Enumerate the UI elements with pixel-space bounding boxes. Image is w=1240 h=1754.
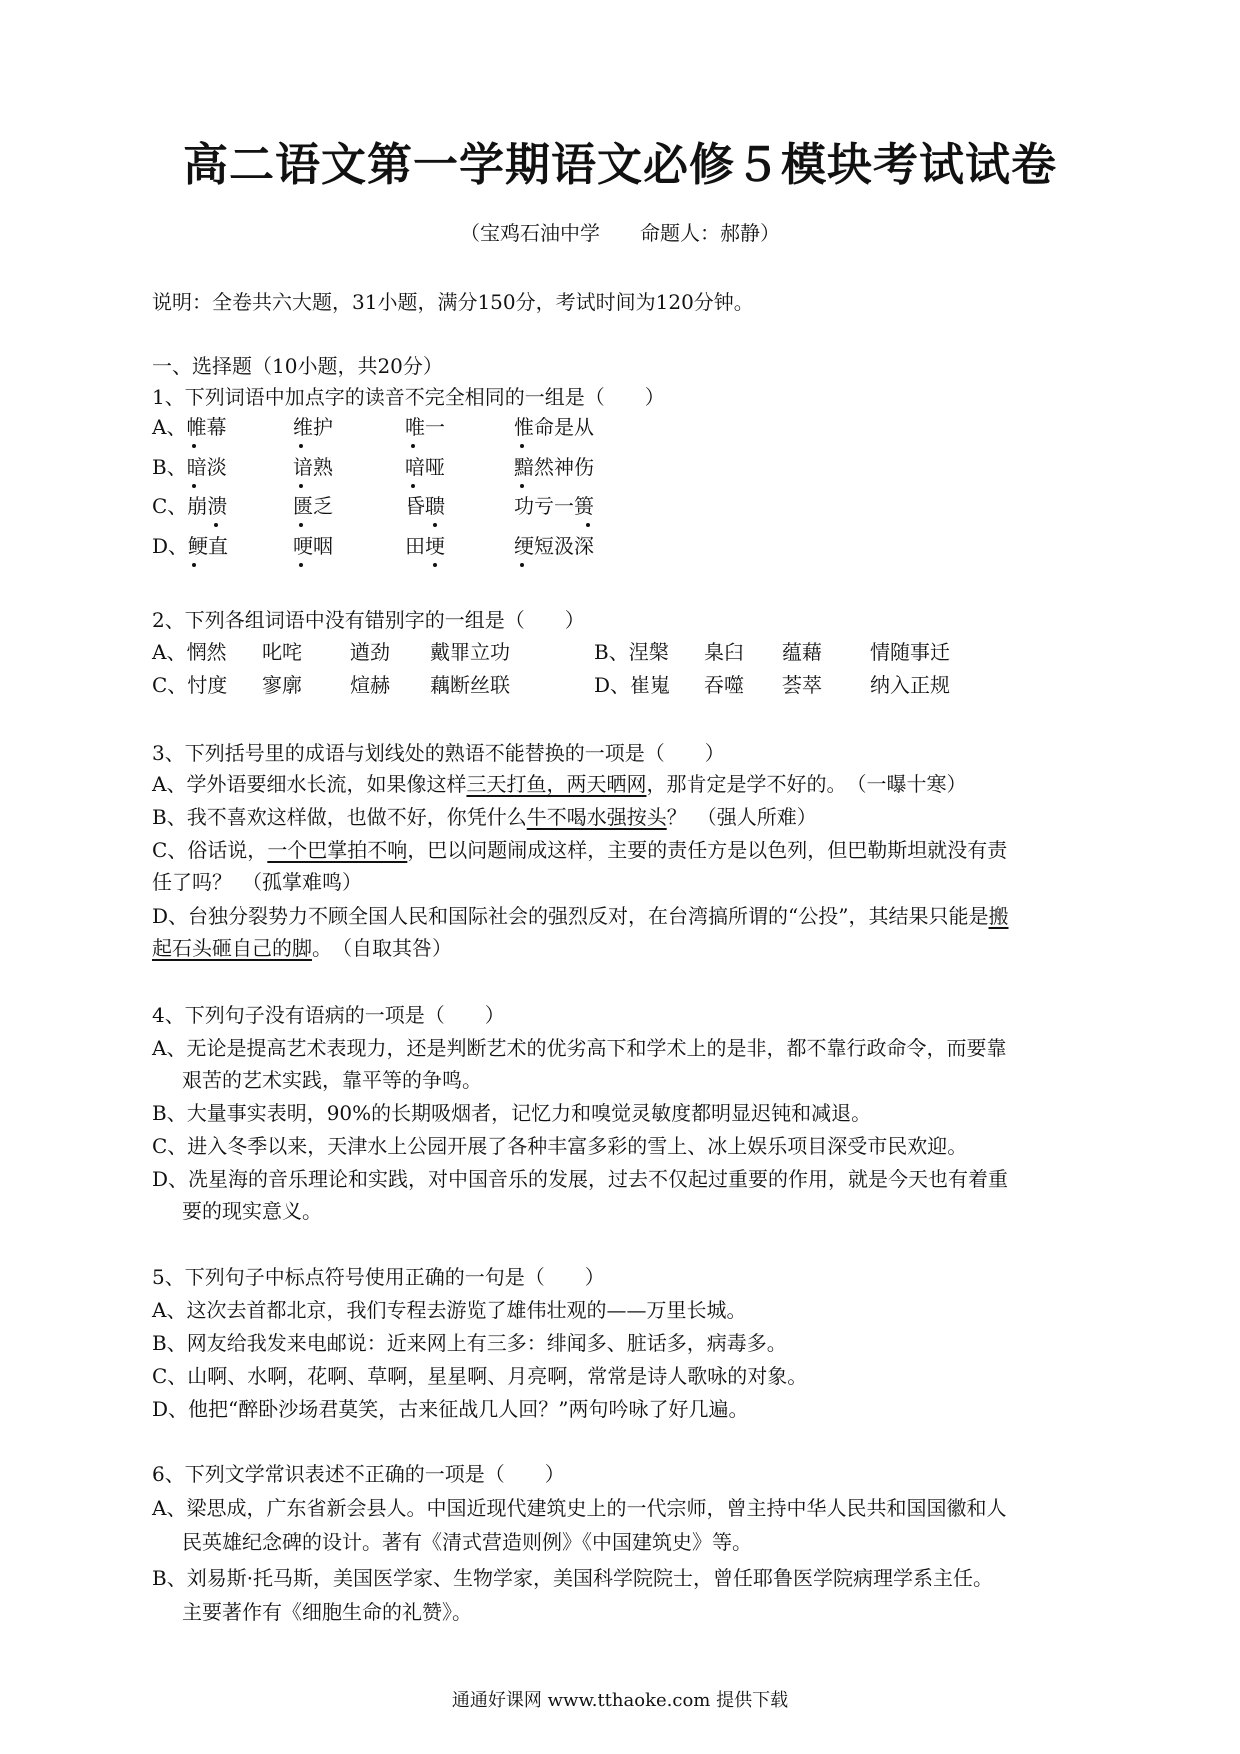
- q5-stem: 5、下列句子中标点符号使用正确的一句是（ ）: [152, 1265, 605, 1289]
- emphasis-dot-icon: [586, 523, 590, 527]
- instructions: 说明：全卷共六大题，31小题，满分150分，考试时间为120分钟。: [152, 290, 754, 314]
- emphasis-dot-icon: [411, 484, 415, 488]
- q2-option-cell: 遒劲: [350, 640, 390, 664]
- q2-option-cell: A、惘然: [152, 640, 227, 664]
- q3-b-text-end: ？ （强人所难）: [666, 805, 817, 829]
- q2-option-cell: 寥廓: [262, 673, 302, 697]
- q1-option-cell: 维护: [293, 415, 333, 439]
- emphasis-dot-icon: [433, 563, 437, 567]
- q2-option-cell: 戴罪立功: [430, 640, 510, 664]
- q2-option-cell: 蕴藉: [782, 640, 822, 664]
- emphasis-dot-icon: [299, 444, 303, 448]
- q4-option-a-cont: 艰苦的艺术实践，靠平等的争鸣。: [182, 1068, 482, 1092]
- q4-option-a: A、无论是提高艺术表现力，还是判断艺术的优劣高下和学术上的是非，都不靠行政命令，而要靠: [152, 1036, 1007, 1060]
- q6-option-a-cont: 民英雄纪念碑的设计。著有《清式营造则例》《中国建筑史》等。: [182, 1530, 752, 1554]
- emphasis-dot-icon: [520, 484, 524, 488]
- q3-d-text: D、台独分裂势力不顾全国人民和国际社会的强烈反对，在台湾搞所谓的“公投”，其结果只能是: [152, 904, 989, 928]
- emphasis-dot-icon: [214, 523, 218, 527]
- q2-option-cell: 荟萃: [782, 673, 822, 697]
- emphasis-dot-icon: [411, 444, 415, 448]
- q3-option-a: [152, 772, 966, 796]
- q3-d-text-end: 。 （自取其咎）: [312, 936, 452, 960]
- q6-option-b: B、刘易斯·托马斯，美国医学家、生物学家，美国科学院院士，曾任耶鲁医学院病理学系主任。: [152, 1566, 994, 1590]
- q1-option-cell: D、鲠直: [152, 534, 229, 558]
- q3-d-underlined: 搬: [988, 904, 1009, 928]
- q1-option-cell: B、暗淡: [152, 455, 227, 479]
- q3-stem: 3、下列括号里的成语与划线处的熟语不能替换的一项是（ ）: [152, 741, 725, 765]
- emphasis-dot-icon: [520, 444, 524, 448]
- q3-a-text: A、学外语要细水长流，如果像这样: [152, 772, 467, 796]
- q2-option-cell: B、涅槃: [594, 640, 669, 664]
- q1-option-cell: 绠短汲深: [514, 534, 594, 558]
- q2-stem: 2、下列各组词语中没有错别字的一组是（ ）: [152, 608, 585, 632]
- q1-option-cell: 田埂: [405, 534, 445, 558]
- q2-option-cell: 情随事迁: [870, 640, 950, 664]
- q4-option-b: B、大量事实表明，90%的长期吸烟者，记忆力和嗅觉灵敏度都明显迟钝和减退。: [152, 1101, 872, 1125]
- q2-option-cell: C、忖度: [152, 673, 228, 697]
- q4-option-c: C、进入冬季以来，天津水上公园开展了各种丰富多彩的雪上、冰上娱乐项目深受市民欢迎。: [152, 1134, 968, 1158]
- subtitle: （宝鸡石油中学 命题人：郝静）: [460, 221, 780, 245]
- q2-option-cell: 吞噬: [704, 673, 744, 697]
- q1-option-cell: 喑哑: [405, 455, 445, 479]
- q5-option-a: A、这次去首都北京，我们专程去游览了雄伟壮观的——万里长城。: [152, 1298, 747, 1322]
- q3-c-underlined: 一个巴掌拍不响: [267, 838, 408, 862]
- q1-option-cell: 黯然神伤: [514, 455, 594, 479]
- page-title: 高二语文第一学期语文必修５模块考试试卷: [182, 138, 1057, 191]
- q3-c-text: C、俗话说，: [152, 838, 268, 862]
- q2-option-cell: 煊赫: [350, 673, 390, 697]
- q1-option-cell: 功亏一篑: [514, 494, 594, 518]
- q3-option-b: [152, 805, 817, 829]
- q6-option-a: A、梁思成，广东省新会县人。中国近现代建筑史上的一代宗师，曾主持中华人民共和国国徽和人: [152, 1496, 1007, 1520]
- q1-option-cell: C、崩溃: [152, 494, 228, 518]
- page-footer: 通通好课网 www.tthaoke.com 提供下载: [451, 1690, 789, 1711]
- q2-option-cell: 叱咤: [262, 640, 302, 664]
- q4-option-d-cont: 要的现实意义。: [182, 1199, 322, 1223]
- q6-option-b-cont: 主要著作有《细胞生命的礼赞》。: [182, 1600, 472, 1624]
- q1-option-cell: 谙熟: [293, 455, 333, 479]
- q5-option-b: B、网友给我发来电邮说：近来网上有三多：绯闻多、脏话多，病毒多。: [152, 1331, 787, 1355]
- q3-option-c-cont: 任了吗？ （孤掌难鸣）: [152, 870, 362, 894]
- emphasis-dot-icon: [299, 523, 303, 527]
- emphasis-dot-icon: [192, 484, 196, 488]
- q1-option-cell: 哽咽: [293, 534, 333, 558]
- q4-option-d: D、冼星海的音乐理论和实践，对中国音乐的发展，过去不仅起过重要的作用，就是今天也有着重: [152, 1167, 1009, 1191]
- q3-c-text-end: ，巴以问题闹成这样，主要的责任方是以色列，但巴勒斯坦就没有责: [407, 838, 1008, 862]
- q3-option-d-cont: [152, 936, 452, 960]
- q1-option-cell: 匮乏: [293, 494, 333, 518]
- q5-option-c: C、山啊、水啊，花啊、草啊，星星啊、月亮啊，常常是诗人歌咏的对象。: [152, 1364, 808, 1388]
- q3-a-text-end: ，那肯定是学不好的。 （一曝十寒）: [646, 772, 967, 796]
- q2-option-cell: 藕断丝联: [430, 673, 510, 697]
- q4-stem: 4、下列句子没有语病的一项是（ ）: [152, 1003, 505, 1027]
- q1-option-cell: 唯一: [405, 415, 445, 439]
- q6-stem: 6、下列文学常识表述不正确的一项是（ ）: [152, 1462, 565, 1486]
- q3-option-c: [152, 838, 1007, 862]
- q3-option-d: [152, 904, 1008, 928]
- emphasis-dot-icon: [192, 563, 196, 567]
- q2-option-cell: D、崔嵬: [594, 673, 671, 697]
- q1-option-cell: 惟命是从: [514, 415, 594, 439]
- q5-option-d: D、他把“醉卧沙场君莫笑，古来征战几人回？”两句吟咏了好几遍。: [152, 1397, 749, 1421]
- q3-b-text: B、我不喜欢这样做，也做不好，你凭什么: [152, 805, 527, 829]
- q1-option-cell: 昏聩: [405, 494, 445, 518]
- q1-stem: 1、下列词语中加点字的读音不完全相同的一组是（ ）: [152, 385, 665, 409]
- q2-option-cell: 纳入正规: [870, 673, 950, 697]
- emphasis-dot-icon: [299, 563, 303, 567]
- q2-option-cell: 臬臼: [704, 640, 744, 664]
- emphasis-dot-icon: [520, 563, 524, 567]
- q3-b-underlined: 牛不喝水强按头: [526, 805, 667, 829]
- emphasis-dot-icon: [299, 484, 303, 488]
- q1-option-cell: A、帷幕: [152, 415, 227, 439]
- q3-a-underlined: 三天打鱼，两天晒网: [466, 772, 647, 796]
- emphasis-dot-icon: [433, 523, 437, 527]
- q3-d-underlined-cont: 起石头砸自己的脚: [152, 936, 312, 960]
- section1-heading: 一、选择题（10小题，共20分）: [152, 354, 443, 378]
- emphasis-dot-icon: [192, 444, 196, 448]
